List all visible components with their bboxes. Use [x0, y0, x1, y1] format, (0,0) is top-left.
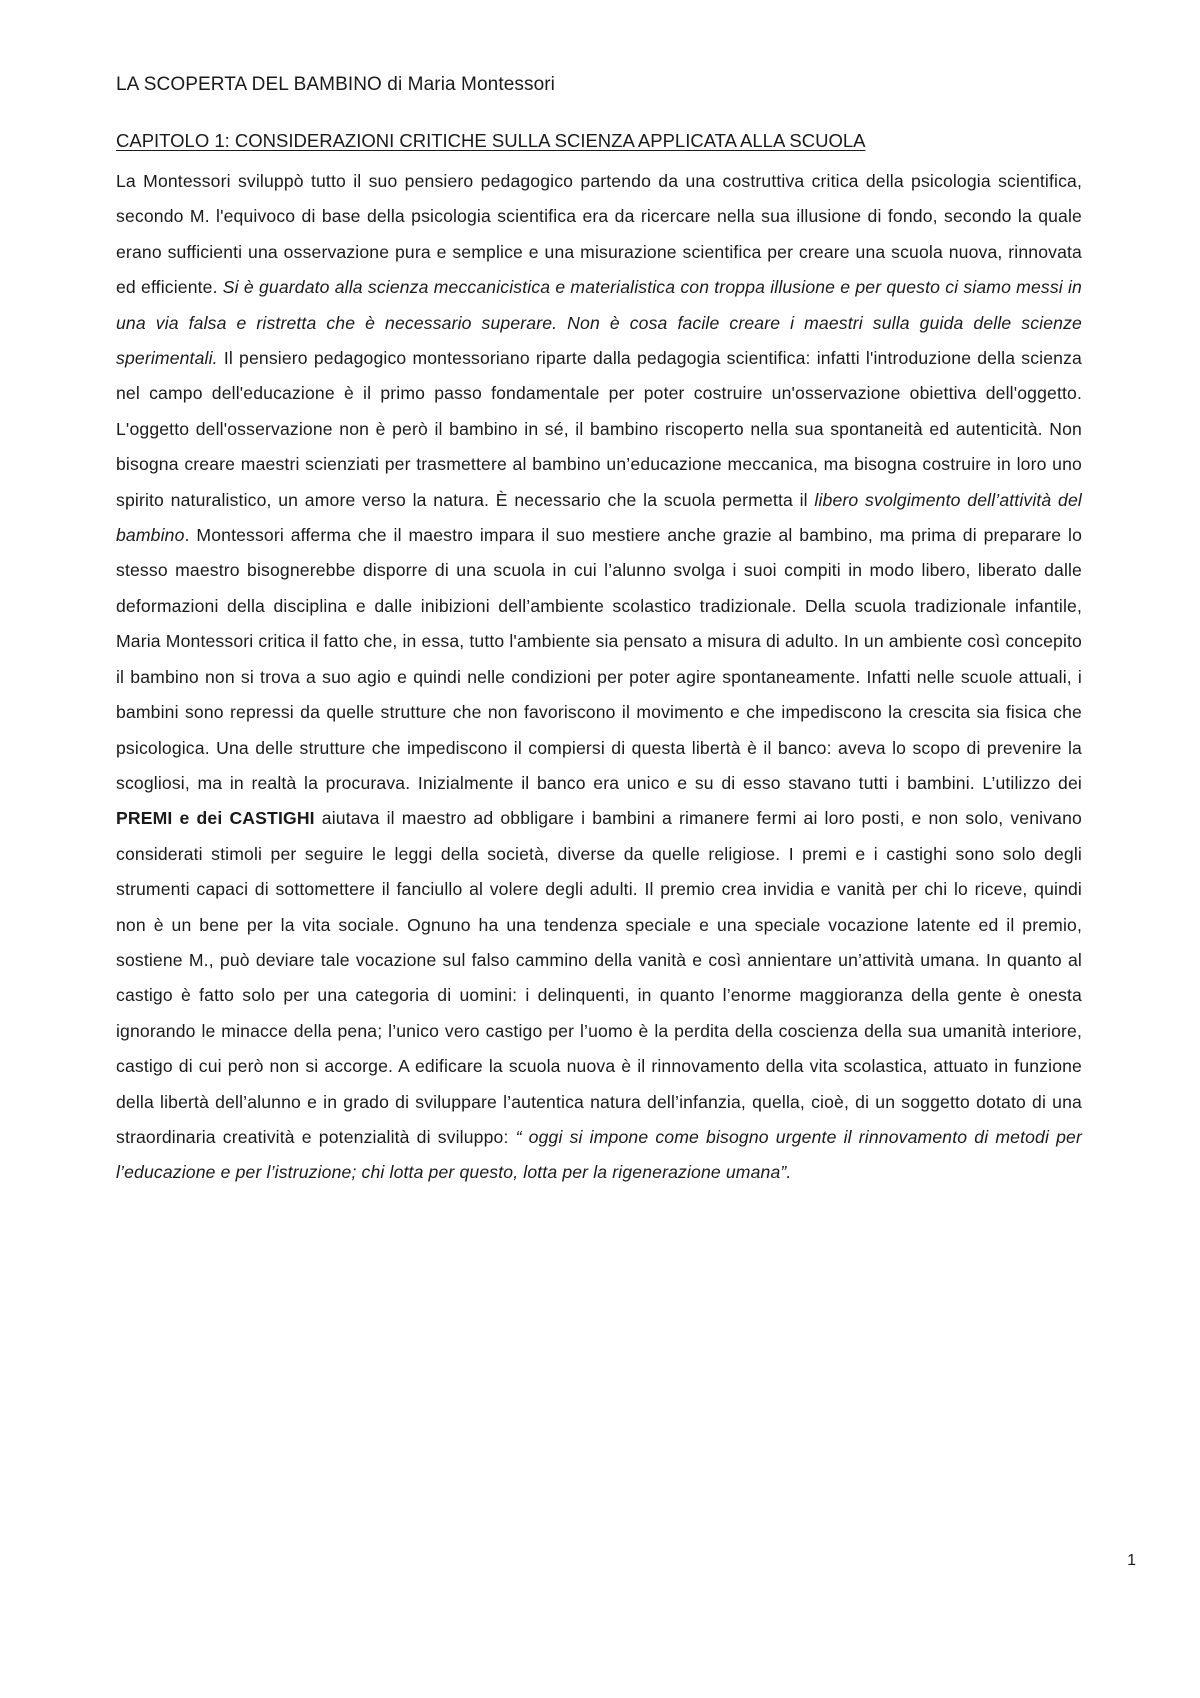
text-run: . Montessori afferma che il maestro impara il suo mestiere anche grazie al bambino, ma prima di preparare lo stesso maestro bisognerebbe disporre di una scuola in cui l’alunno svolga i suoi compiti in modo libero, liberato dalle deformazioni della disciplina e dalle inibizioni dell’ambiente scolastico tradizionale. Della scuola tradizionale infantile, Maria Montessori critica il fatto che, in essa, tutto l'ambiente sia pensato a misura di adulto. In un ambiente così concepito il bambino non si trova a suo agio e quindi nelle condizioni per poter agire spontaneamente. Infatti nelle scuole attuali, i bambini sono repressi da quelle strutture che non favoriscono il movimento e che impediscono la crescita sia fisica che psicologica. Una delle strutture che impediscono il compiersi di questa libertà è il banco: aveva lo scopo di prevenire la scogliosi, ma in realtà la procurava. Inizialmente il banco era unico e su di esso stavano tutti i bambini. L’utilizzo dei — [116, 525, 1082, 793]
bold-term-castighi: e dei CASTIGHI — [179, 808, 315, 829]
text-run — [172, 808, 179, 828]
page-number: 1 — [1127, 1552, 1136, 1569]
bold-term-premi: PREMI — [116, 808, 173, 829]
text-run: aiutava il maestro ad obbligare i bambini a rimanere fermi ai loro posti, e non solo, venivano considerati stimoli per seguire le leggi della società, diverse da quelle religiose. I premi e i castighi sono solo degli strumenti capaci di sottomettere il fanciullo al volere degli adulti. Il premio crea invidia e vanità per chi lo riceve, quindi non è un bene per la vita sociale. Ognuno ha una tendenza speciale e una speciale vocazione latente ed il premio, sostiene M., può deviare tale vocazione sul falso cammino della vanità e così annientare un’attività umana. In quanto al castigo è fatto solo per una categoria di uomini: i delinquenti, in quanto l’enorme maggioranza della gente è onesta ignorando le minacce della pena; l’unico vero castigo per l’uomo è la perdita della coscienza della sua umanità interiore, castigo di cui però non si accorge. A edificare la scuola nuova è il rinnovamento della vita scolastica, attuato in funzione della libertà dell’alunno e in grado di sviluppare l’autentica natura dell’infanzia, quella, cioè, di un soggetto dotato di una straordinaria creatività e potenzialità di sviluppo: — [116, 808, 1082, 1147]
italic-quote: Si è guardato alla scienza meccanicistica e materialistica con troppa illusione e per questo ci siamo messi in una via falsa e ristretta che è necessario superare. Non è cosa facile creare i maestri sulla guida delle scienze sperimentali. — [116, 277, 1082, 369]
text-run: La Montessori sviluppò tutto il suo pensiero pedagogico partendo da una costruttiva critica della psicologia scientifica, secondo M. l'equivoco di base della psicologia scientifica era da ricercare nella sua illusione di fondo, secondo la quale erano sufficienti una osservazione pura e semplice e una misurazione scientifica per creare una scuola nuova, rinnovata ed efficiente. — [116, 171, 1082, 298]
text-run: Il pensiero pedagogico montessoriano riparte dalla pedagogia scientifica: infatti l'introduzione della scienza nel campo dell'educazione è il primo passo fondamentale per poter costruire un'osservazione obiettiva dell'oggetto. L'oggetto dell'osservazione non è però il bambino in sé, il bambino riscoperto nella sua spontaneità ed autenticità. Non bisogna creare maestri scienziati per trasmettere al bambino un’educazione meccanica, ma bisogna costruire in loro uno spirito naturalistico, un amore verso la natura. È necessario che la scuola permetta il — [116, 348, 1082, 510]
document-title: LA SCOPERTA DEL BAMBINO di Maria Montessori — [116, 74, 555, 95]
chapter-title: CAPITOLO 1: CONSIDERAZIONI CRITICHE SULLA SCIENZA APPLICATA ALLA SCUOLA — [116, 130, 866, 151]
body-paragraph — [116, 164, 1082, 1191]
italic-closing-quote: “ oggi si impone come bisogno urgente il rinnovamento di metodi per l’educazione e per l’istruzione; chi lotta per questo, lotta per la rigenerazione umana”. — [116, 1126, 1082, 1183]
italic-phrase: libero svolgimento dell’attività del bambino — [116, 489, 1082, 546]
